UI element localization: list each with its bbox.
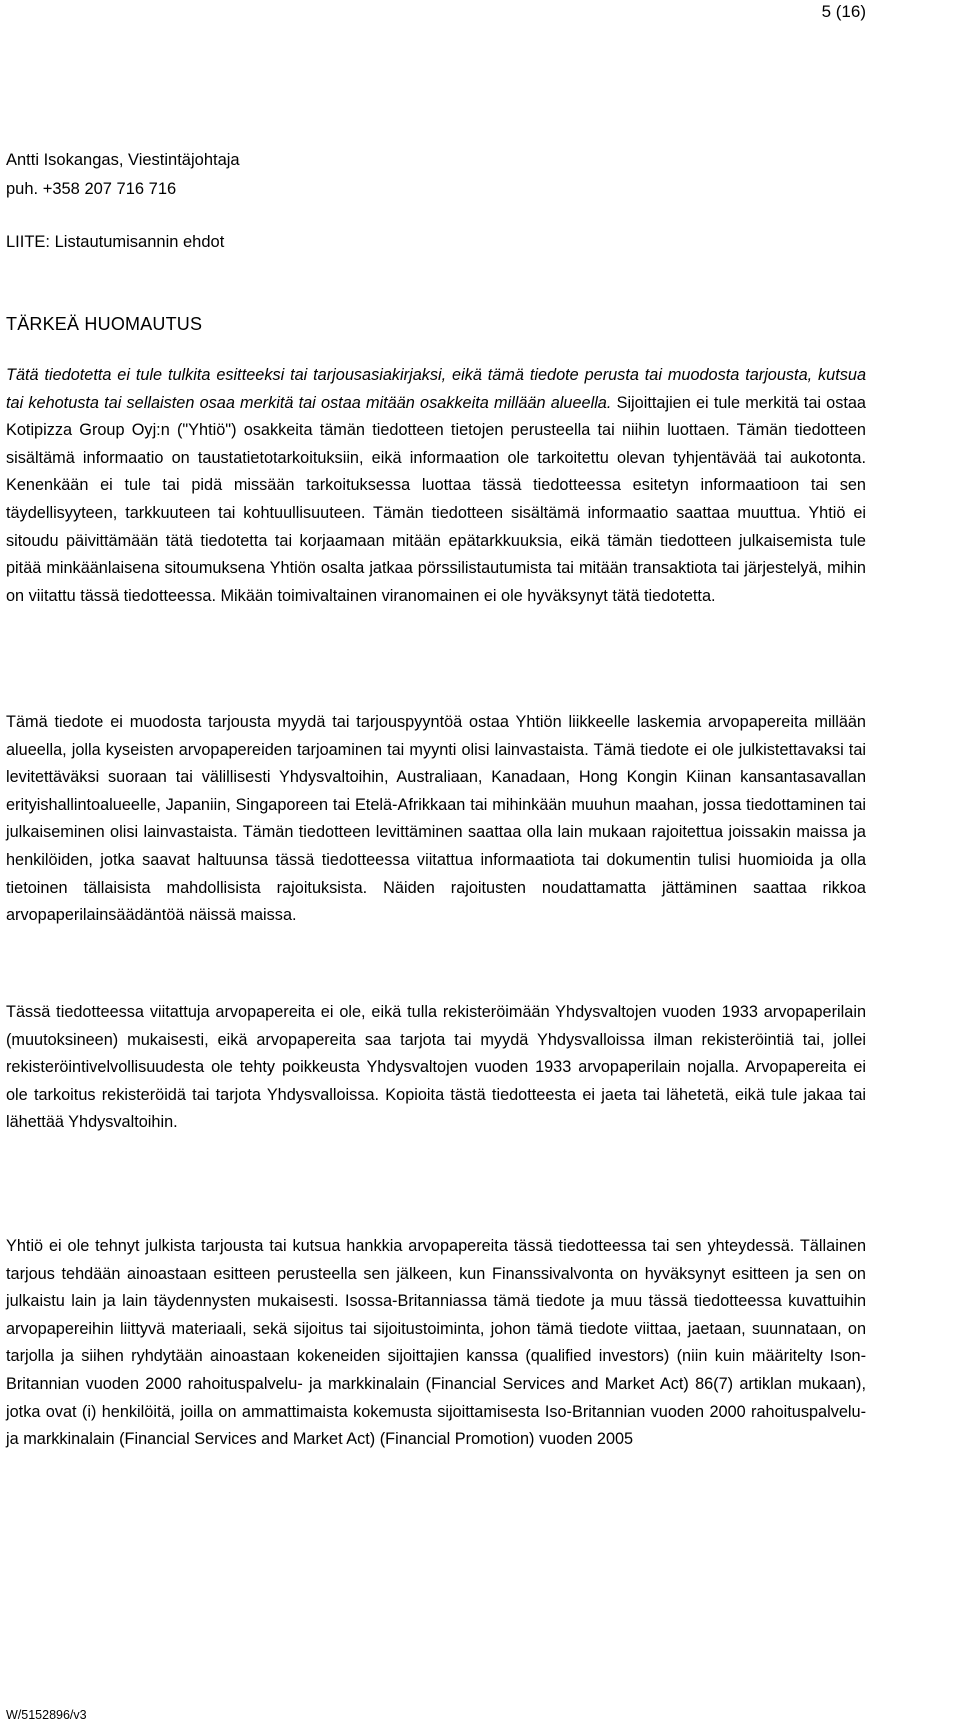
- document-reference: W/5152896/v3: [6, 1708, 87, 1722]
- contact-phone: puh. +358 207 716 716: [6, 180, 177, 198]
- contact-name: Antti Isokangas, Viestintäjohtaja: [6, 151, 240, 169]
- notice-paragraph-3: Tässä tiedotteessa viitattuja arvopapereita ei ole, eikä tulla rekisteröimään Yhdysvaltojen vuoden 1933 arvopaperilain (muutoksineen) mukaisesti, eikä arvopapereita saa tarjota tai myydä Yhdysvalloissa ilman rekisteröintiä tai, jollei rekisteröintivelvollisuudesta ole tehty poikkeusta Yhdysvaltojen vuoden 1933 arvopaperilain nojalla. Arvopapereita ei ole tarkoitus rekisteröidä tai tarjota Yhdysvalloissa. Kopioita tästä tiedotteesta ei jaeta tai lähetetä, eikä tule jakaa tai lähettää Yhdysvaltoihin.: [6, 1003, 866, 1132]
- notice-heading: TÄRKEÄ HUOMAUTUS: [6, 314, 203, 334]
- notice-paragraph-2: Tämä tiedote ei muodosta tarjousta myydä tai tarjouspyyntöä ostaa Yhtiön liikkeelle laskemia arvopapereita millään alueella, jolla kyseisten arvopapereiden tarjoaminen tai myynti olisi lainvastaista. Tämä tiedote ei ole julkistettavaksi tai levitettäväksi suoraan tai välillisesti Yhdysvaltoihin, Australiaan, Kanadaan, Hong Kongin Kiinan kansantasavallan erityishallintoalueelle, Japaniin, Singaporeen tai Etelä-Afrikkaan tai mihinkään muuhun maahan, jossa tiedottaminen tai julkaiseminen olisi lainvastaista. Tämän tiedotteen levittäminen saattaa olla lain mukaan rajoitettua joissakin maissa ja henkilöiden, jotka saavat haltuunsa tässä tiedotteessa viitattua informaatiota tai dokumentin tulisi huomioida ja olla tietoinen tällaisista mahdollisista rajoituksista. Näiden rajoitusten noudattamatta jättäminen saattaa rikkoa arvopaperilainsäädäntöä näissä maissa.: [6, 713, 866, 925]
- notice-paragraph-1: [6, 362, 866, 610]
- contact-block: [6, 146, 240, 204]
- attachment-label: LIITE: Listautumisannin ehdot: [6, 233, 225, 251]
- notice-paragraph-1-italic: Tätä tiedotetta ei tule tulkita esitteeksi tai tarjousasiakirjaksi, eikä tämä tiedote perusta tai muodosta tarjousta, kutsua tai kehotusta tai sellaisten osaa merkitä tai ostaa mitään osakkeita millään alueella.: [6, 366, 866, 412]
- notice-paragraph-1-rest: Sijoittajien ei tule merkitä tai ostaa Kotipizza Group Oyj:n ("Yhtiö") osakkeita tämän tiedotteen tietojen perusteella tai niihin luottaen. Tämän tiedotteen sisältämä informaatio on taustatietotarkoituksiin, eikä informaation ole tarkoitettu olevan tyhjentävää tai aukotonta. Kenenkään ei tule tai pidä missään tarkoituksessa luottaa tässä tiedotteessa esitetyn informaatioon tai sen täydellisyyteen, tarkkuuteen tai kohtuullisuuteen. Tämän tiedotteen sisältämä informaatio saattaa muuttua. Yhtiö ei sitoudu päivittämään tätä tiedotetta tai korjaamaan mitään epätarkkuuksia, eikä tämän tiedotteen julkaisemista tule pitää minkäänlaisena sitoumuksena Yhtiön osalta jatkaa pörssilistautumista tai mitään transaktiota tai järjestelyä, mihin on viitattu tässä tiedotteessa. Mikään toimivaltainen viranomainen ei ole hyväksynyt tätä tiedotetta.: [6, 393, 866, 605]
- page-number: 5 (16): [821, 2, 866, 21]
- notice-paragraph-4: Yhtiö ei ole tehnyt julkista tarjousta tai kutsua hankkia arvopapereita tässä tiedotteessa tai sen yhteydessä. Tällainen tarjous tehdään ainoastaan esitteen perusteella sen jälkeen, kun Finanssivalvonta on hyväksynyt esitteen ja sen on julkaistu lain ja lain täydennysten mukaisesti. Isossa-Britanniassa tämä tiedote ja muu tässä tiedotteessa kuvattuihin arvopapereihin liittyvä materiaali, sekä sijoitus tai sijoitustoiminta, johon tämä tiedote viittaa, jaetaan, suunnataan, on tarjolla ja siihen ryhdytään ainoastaan kokeneiden sijoittajien kanssa (qualified investors) (niin kuin määritelty Ison-Britannian vuoden 2000 rahoituspalvelu- ja markkinalain (Financial Services and Market Act) 86(7) artiklan mukaan), jotka ovat (i) henkilöitä, joilla on ammattimaista kokemusta sijoittamisesta Iso-Britannian vuoden 2000 rahoituspalvelu- ja markkinalain (Financial Services and Market Act) (Financial Promotion) vuoden 2005: [6, 1237, 866, 1449]
